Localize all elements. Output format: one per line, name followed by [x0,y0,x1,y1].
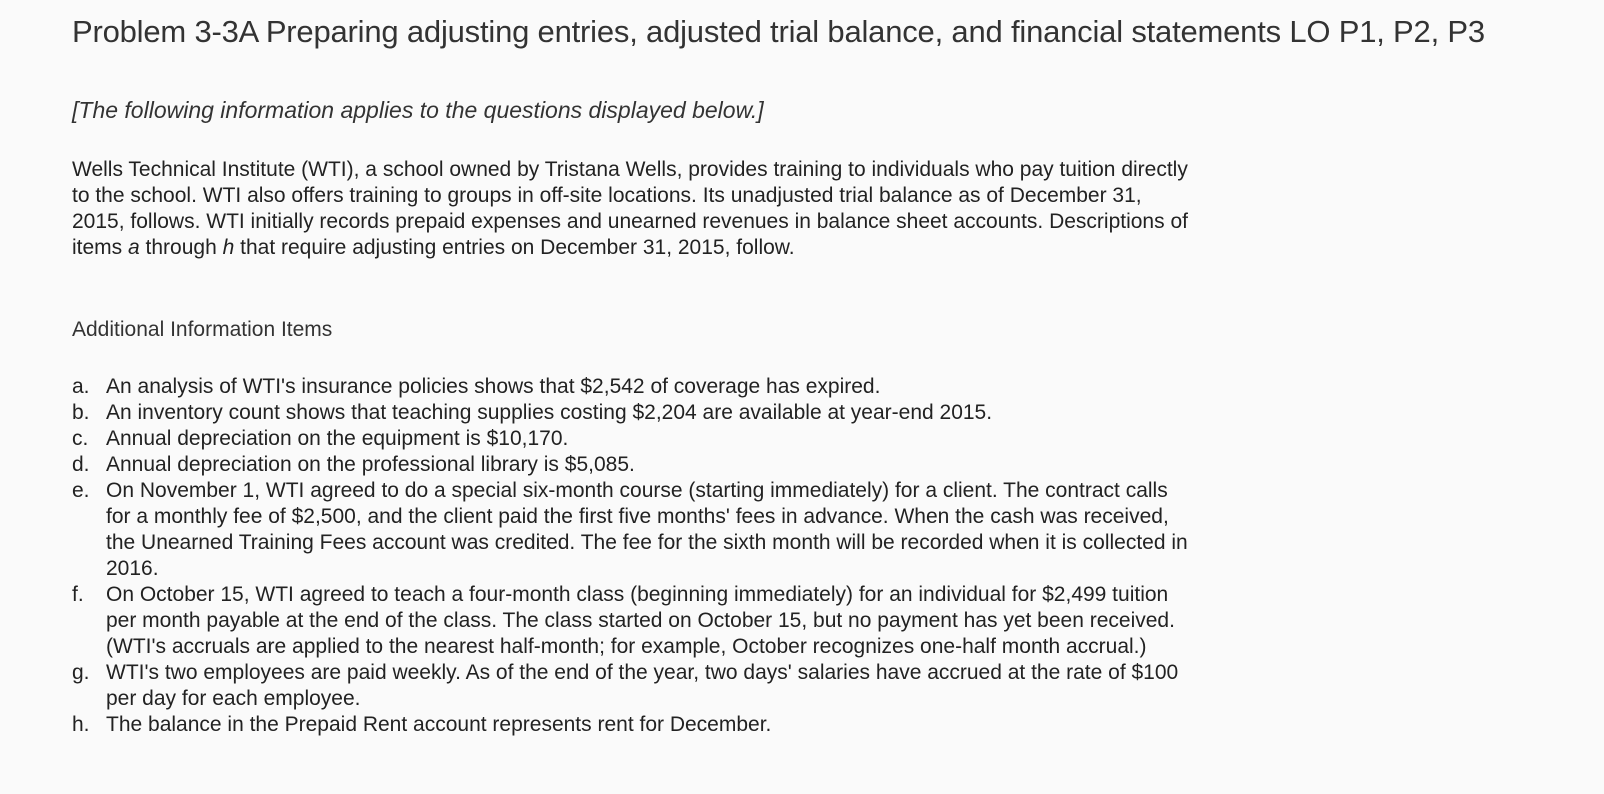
item-letter: e. [72,479,90,502]
item-text: Annual depreciation on the equipment is $10,170. [106,427,569,450]
section-heading: Additional Information Items [72,318,333,341]
intro-paragraph [72,157,1192,261]
item-letter: a. [72,375,90,398]
item-text: WTI's two employees are paid weekly. As of the end of the year, two days' salaries have accrued at the rate of $100 per day for each employee. [106,661,1179,710]
additional-info-list [72,374,1192,738]
item-letter: b. [72,401,90,424]
info-note: [The following information applies to the questions displayed below.] [72,97,764,123]
item-letter: c. [72,427,89,450]
list-item-c [72,426,1192,452]
item-text: Annual depreciation on the professional library is $5,085. [106,453,635,476]
list-item-d [72,452,1192,478]
list-item-h [72,712,1192,738]
item-text: On November 1, WTI agreed to do a special six-month course (starting immediately) for a client. The contract calls for a monthly fee of $2,500, and the client paid the first five months' fees in advance. When the cash was received, the Unearned Training Fees account was credited. The fee for the sixth month will be recorded when it is collected in 2016. [106,479,1188,580]
intro-text-part1: Wells Technical Institute (WTI), a school owned by Tristana Wells, provides training to individuals who pay tuition directly to the school. WTI also offers training to groups in off-site locations. Its unadjusted trial balance as of December 31, 2015, follows. WTI initially records prepaid expenses and unearned revenues in balance sheet accounts. Descriptions of items [72,158,1188,259]
item-text: The balance in the Prepaid Rent account represents rent for December. [106,713,772,736]
item-letter: h. [72,713,90,736]
list-item-g [72,660,1192,712]
list-item-b [72,400,1192,426]
item-letter: d. [72,453,90,476]
intro-text-part2: through [139,236,223,259]
intro-text-part3: that require adjusting entries on December 31, 2015, follow. [234,236,795,259]
item-text: An analysis of WTI's insurance policies shows that $2,542 of coverage has expired. [106,375,881,398]
list-item-e [72,478,1192,582]
item-text: An inventory count shows that teaching supplies costing $2,204 are available at year-end 2015. [106,401,993,424]
item-letter: f. [72,583,84,606]
page-title: Problem 3-3A Preparing adjusting entries, adjusted trial balance, and financial statements LO P1, P2, P3 [72,14,1485,49]
intro-italic-h: h [222,236,235,259]
list-item-a [72,374,1192,400]
list-item-f [72,582,1192,660]
item-text: On October 15, WTI agreed to teach a four-month class (beginning immediately) for an individual for $2,499 tuition per month payable at the end of the class. The class started on October 15, but no payment has yet been received. (WTI's accruals are applied to the nearest half-month; for example, October recognizes one-half month accrual.) [106,583,1175,658]
item-letter: g. [72,661,90,684]
intro-italic-a: a [128,236,140,259]
